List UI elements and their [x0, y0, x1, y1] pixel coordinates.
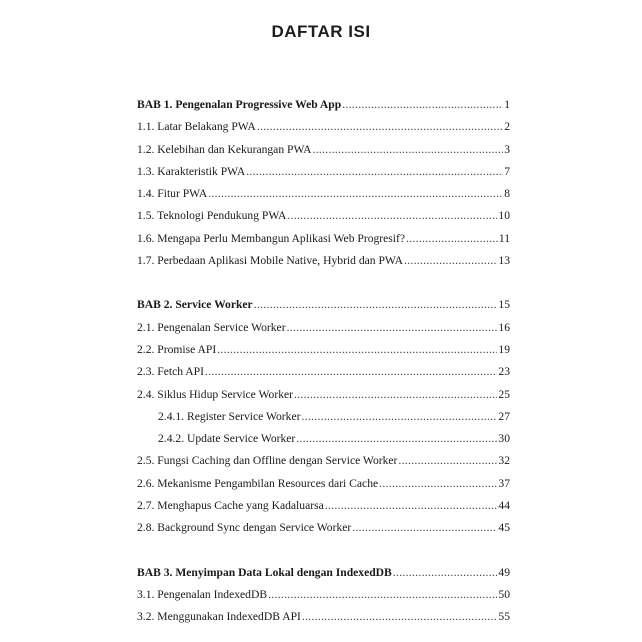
toc-entry-label: 2.4.2. Update Service Worker	[158, 432, 296, 446]
toc-entry-label: 1.7. Perbedaan Aplikasi Mobile Native, Hybrid dan PWA	[137, 254, 403, 268]
dot-leader	[393, 562, 498, 584]
toc-entry[interactable]	[137, 361, 510, 383]
toc-section-bab-2	[137, 294, 510, 539]
dot-leader	[404, 250, 497, 272]
toc-entry-page: 1	[504, 98, 510, 111]
toc-entry-label: 1.2. Kelebihan dan Kekurangan PWA	[137, 142, 312, 156]
toc-entry[interactable]	[137, 161, 510, 183]
toc-entry[interactable]	[137, 584, 510, 606]
toc-entry-page: 37	[498, 476, 510, 490]
dot-leader	[257, 116, 503, 138]
toc-entry[interactable]	[137, 139, 510, 161]
dot-leader	[313, 139, 504, 161]
toc-entry-page: 15	[498, 298, 510, 312]
toc-entry[interactable]	[137, 94, 510, 116]
toc-entry[interactable]	[137, 406, 510, 428]
toc-entry-page: 45	[498, 521, 510, 535]
toc-entry[interactable]	[137, 294, 510, 316]
toc-entry[interactable]	[137, 606, 510, 628]
toc-entry[interactable]	[137, 339, 510, 361]
toc-entry[interactable]	[137, 205, 510, 227]
toc-entry-page: 7	[504, 164, 510, 178]
toc-entry[interactable]	[137, 183, 510, 205]
toc-entry[interactable]	[137, 317, 510, 339]
toc-entry-page: 23	[498, 365, 510, 379]
dot-leader	[208, 183, 503, 205]
dot-leader	[217, 339, 497, 361]
toc-entry-label: 1.6. Mengapa Perlu Membangun Aplikasi Web Progresif?	[137, 231, 406, 245]
toc-entry-page: 50	[498, 587, 510, 601]
toc-entry-label: BAB 1. Pengenalan Progressive Web App	[137, 98, 342, 111]
toc-entry-page: 44	[498, 499, 510, 513]
toc-entry-label: 2.8. Background Sync dengan Service Worker	[137, 521, 352, 535]
toc-entry[interactable]	[137, 495, 510, 517]
toc-entry[interactable]	[137, 428, 510, 450]
toc-entry-label: 1.1. Latar Belakang PWA	[137, 120, 256, 134]
dot-leader	[268, 584, 497, 606]
toc-entry-page: 27	[498, 409, 510, 423]
toc-entry-page: 10	[498, 209, 510, 223]
toc-entry-label: 1.3. Karakteristik PWA	[137, 164, 246, 178]
dot-leader	[302, 606, 498, 628]
toc-entry-page: 13	[498, 254, 510, 268]
toc-entry-page: 30	[498, 432, 510, 446]
toc-entry[interactable]	[137, 116, 510, 138]
toc-entry-page: 49	[498, 565, 510, 579]
dot-leader	[296, 428, 497, 450]
toc-section-bab-1	[137, 94, 510, 272]
toc-entry-label: 2.7. Menghapus Cache yang Kadaluarsa	[137, 499, 324, 513]
dot-leader	[287, 205, 497, 227]
toc-entry-label: 2.1. Pengenalan Service Worker	[137, 320, 286, 334]
toc-entry-label: 2.6. Mekanisme Pengambilan Resources dari Cache	[137, 476, 379, 490]
toc-entry-page: 32	[498, 454, 510, 468]
page-title: DAFTAR ISI	[271, 22, 371, 41]
toc-section-bab-3	[137, 562, 510, 629]
dot-leader	[406, 228, 498, 250]
toc-entry[interactable]	[137, 450, 510, 472]
dot-leader	[379, 473, 497, 495]
dot-leader	[205, 361, 497, 383]
dot-leader	[287, 317, 498, 339]
dot-leader	[246, 161, 503, 183]
toc-entry[interactable]	[137, 562, 510, 584]
dot-leader	[325, 495, 498, 517]
dot-leader	[254, 294, 498, 316]
dot-leader	[301, 406, 497, 428]
toc-entry-label: 1.5. Teknologi Pendukung PWA	[137, 209, 287, 223]
toc-entry-label: 2.3. Fetch API	[137, 365, 204, 379]
dot-leader	[352, 517, 497, 539]
toc-entry[interactable]	[137, 473, 510, 495]
toc-entry-page: 3	[504, 142, 510, 156]
toc-entry-page: 11	[498, 231, 510, 245]
table-of-contents	[137, 94, 510, 629]
dot-leader	[294, 384, 497, 406]
toc-entry-label: 1.4. Fitur PWA	[137, 187, 208, 201]
toc-entry[interactable]	[137, 228, 510, 250]
toc-entry-label: BAB 2. Service Worker	[137, 298, 253, 312]
toc-entry-label: 3.2. Menggunakan IndexedDB API	[137, 610, 301, 624]
toc-entry-label: 2.5. Fungsi Caching dan Offline dengan Service Worker	[137, 454, 398, 468]
toc-entry-label: 2.4.1. Register Service Worker	[158, 409, 301, 423]
toc-entry-label: BAB 3. Menyimpan Data Lokal dengan IndexedDB	[137, 565, 392, 579]
toc-entry-label: 3.1. Pengenalan IndexedDB	[137, 587, 268, 601]
toc-entry-page: 16	[498, 320, 510, 334]
toc-entry-page: 2	[504, 120, 510, 134]
dot-leader	[398, 450, 497, 472]
toc-entry-page: 8	[504, 187, 510, 201]
toc-entry[interactable]	[137, 517, 510, 539]
dot-leader	[342, 94, 503, 116]
toc-entry-page: 25	[498, 387, 510, 401]
toc-entry-label: 2.2. Promise API	[137, 342, 217, 356]
toc-entry[interactable]	[137, 250, 510, 272]
toc-entry-label: 2.4. Siklus Hidup Service Worker	[137, 387, 293, 401]
toc-entry-page: 55	[498, 610, 510, 624]
toc-entry-page: 19	[498, 342, 510, 356]
toc-entry[interactable]	[137, 384, 510, 406]
